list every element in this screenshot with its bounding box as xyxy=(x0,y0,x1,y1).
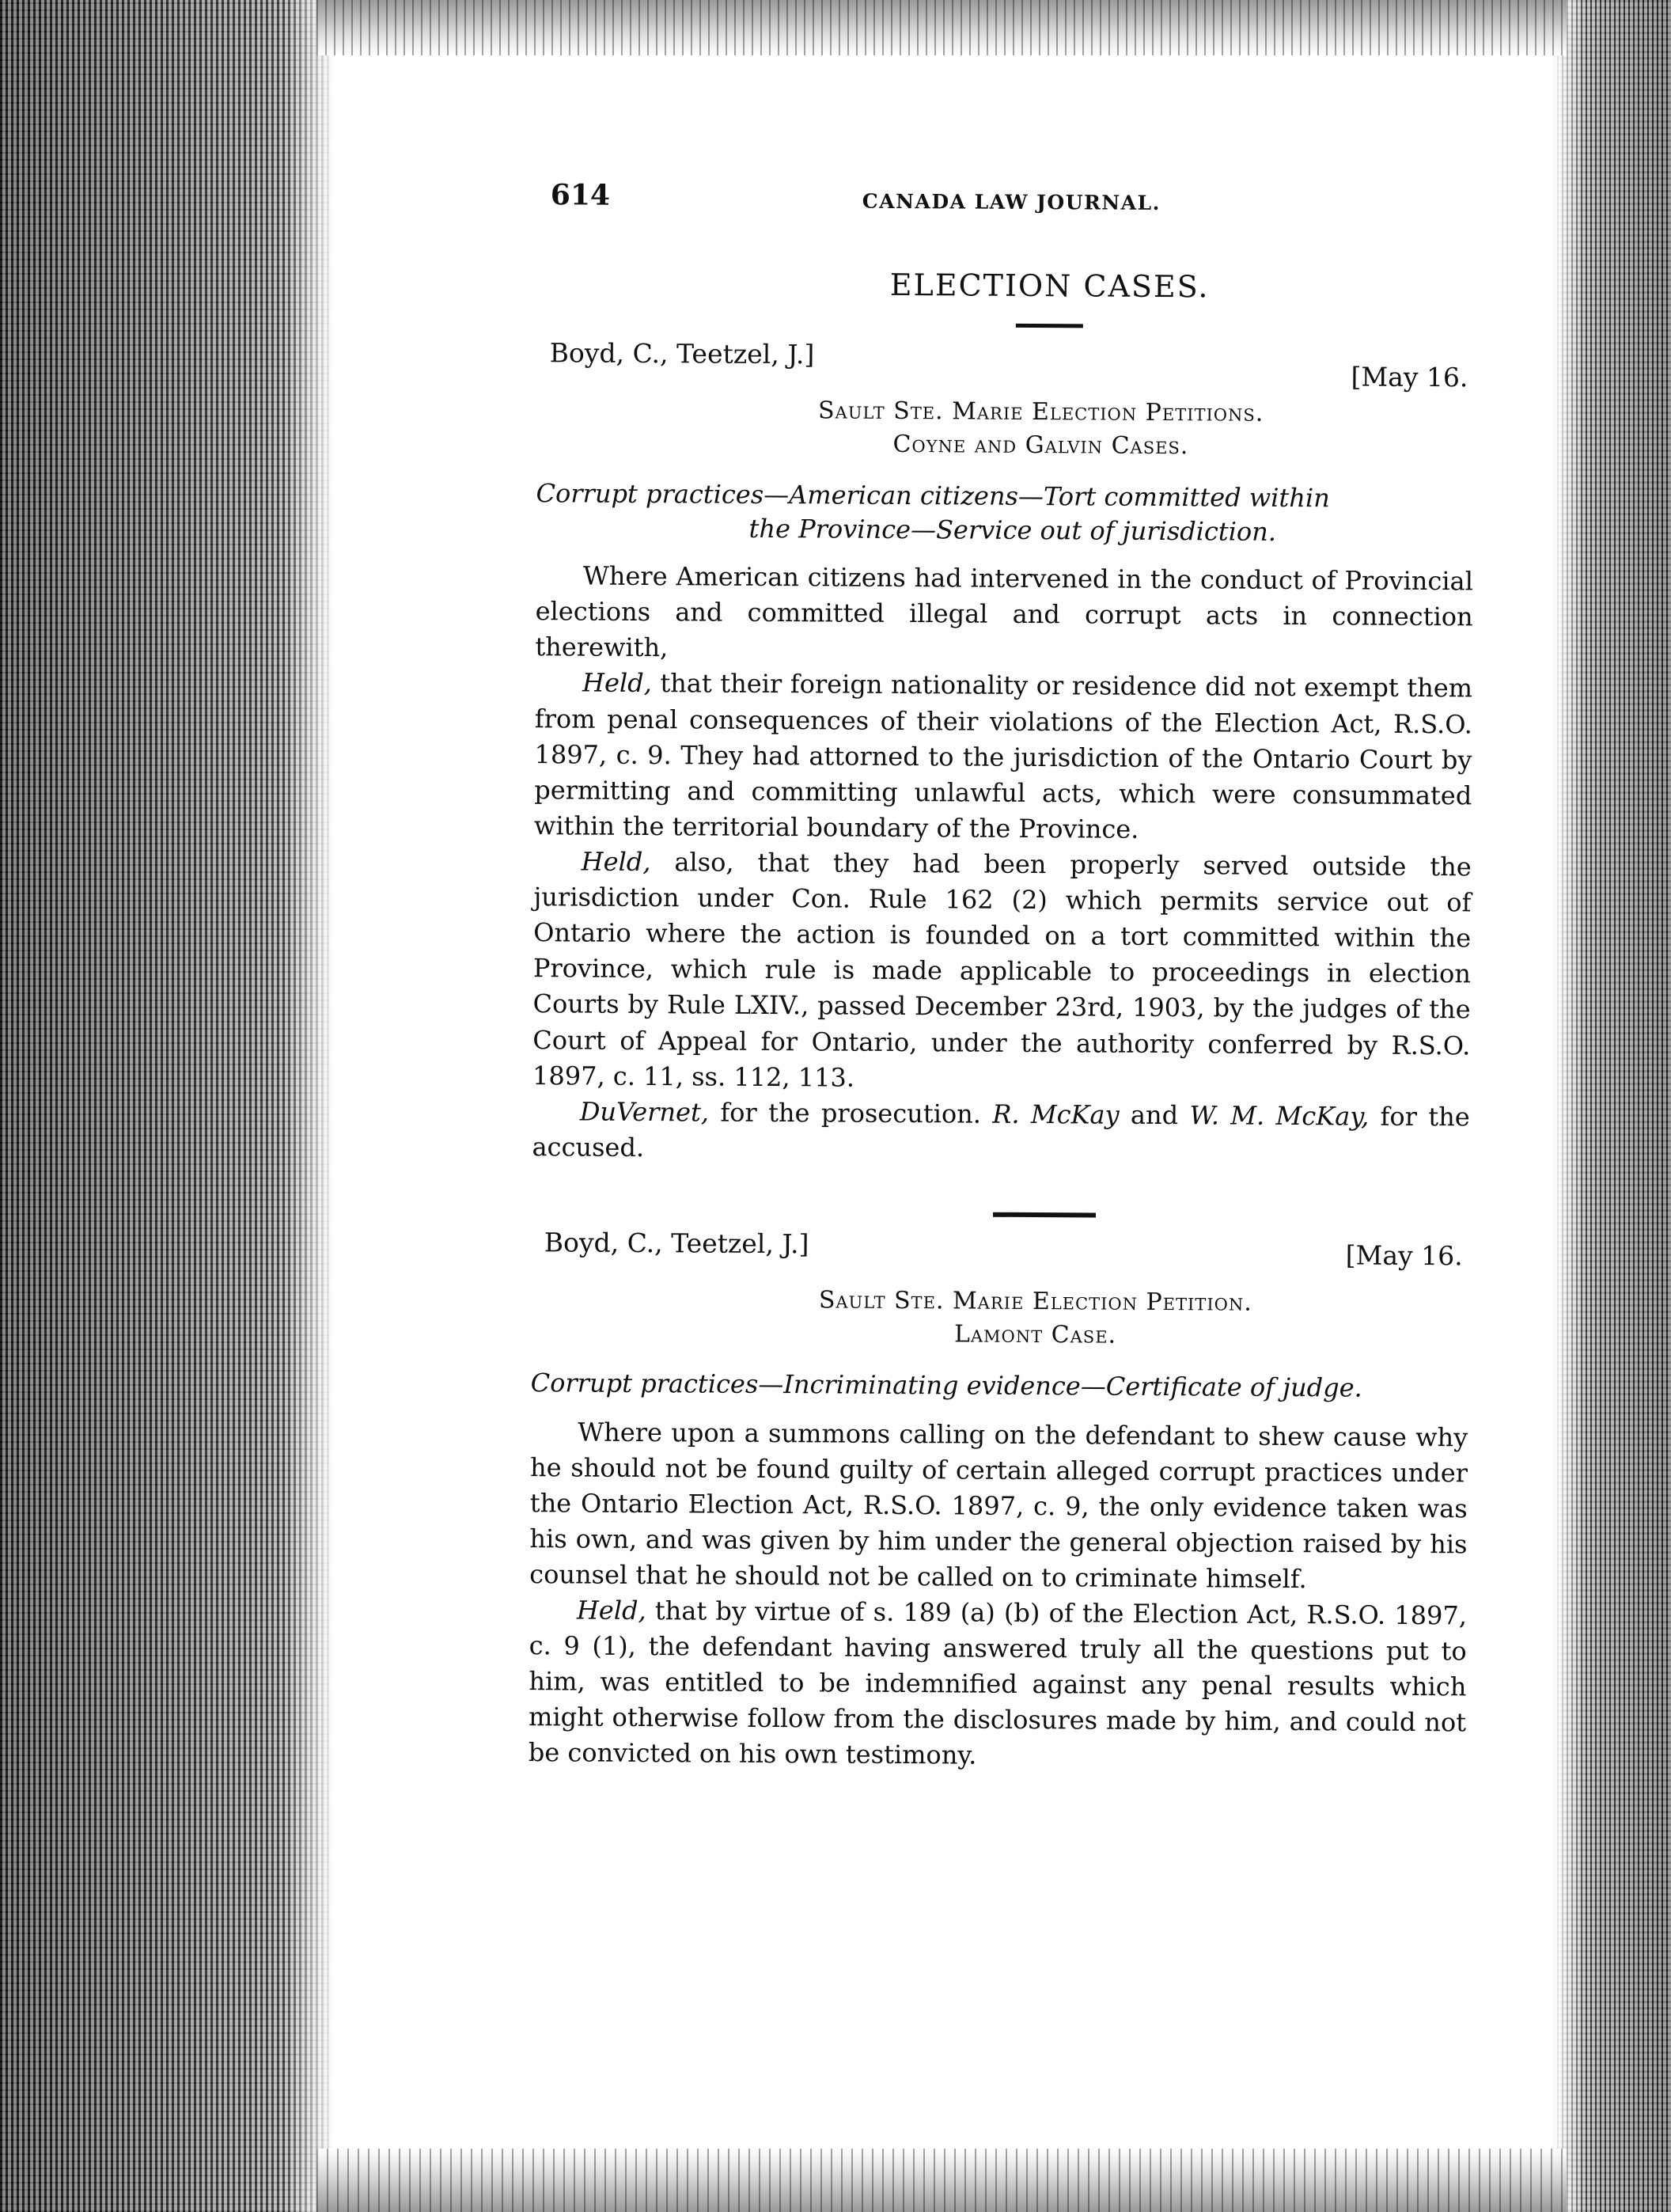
binding-gutter xyxy=(0,0,332,2212)
case-date: [May 16. xyxy=(1345,1239,1463,1272)
holding-text: also, that they had been properly served outside the jurisdiction under Con. Rule 162 (2) which permits service out of Ontario where the action is founded on a tort committed within the Province, which rule is made applicable to proceedings in election Courts by Rule LXIV., passed December 23rd, 1903, by the judges of the Court of Appeal for Ontario, under the authority conferred by R.S.O. 1897, c. 11, ss. 112, 113. xyxy=(532,847,1472,1093)
page-edge-top xyxy=(316,0,1567,55)
case-coyne-galvin xyxy=(508,337,1474,1171)
case-judges: Boyd, C., Teetzel, J.] xyxy=(544,1227,809,1260)
case-title-line: Coyne and Galvin Cases. xyxy=(892,430,1189,461)
keywords-line: the Province—Service out of jurisdiction. xyxy=(748,513,1277,547)
case-paragraph: Where upon a summons calling on the defendant to shew cause why he should not be found guilty of certain alleged corrupt practices under the Ontario Election Act, R.S.O. 1897, c. 9, the only evidence taken was his own, and was given by him under the general objection raised by his counsel that he should not be called on to criminate himself. xyxy=(529,1417,1468,1595)
page-text xyxy=(505,178,1476,1777)
journal-title: CANADA LAW JOURNAL. xyxy=(862,189,1161,214)
case-holding xyxy=(534,666,1472,850)
held-lead: Held, xyxy=(581,846,651,878)
counsel-name: R. McKay xyxy=(992,1098,1120,1130)
case-lamont xyxy=(505,1227,1469,1777)
holding-text: that their foreign nationality or residence did not exempt them from penal consequences of their violations of the Election Act, R.S.O. 1897, c. 9. They had attorned to the jurisdiction of the Ontario Court by permitting and committing unlawful acts, which were consummated within the territorial boundary of the Province. xyxy=(533,668,1473,844)
case-keywords xyxy=(536,476,1473,549)
case-header-line xyxy=(508,1227,1469,1281)
counsel-text: for the accused. xyxy=(532,1101,1470,1163)
case-judges: Boyd, C., Teetzel, J.] xyxy=(549,337,815,370)
case-date: [May 16. xyxy=(1351,361,1468,393)
counsel-name: W. M. McKay, xyxy=(1189,1099,1370,1132)
title-rule xyxy=(1016,324,1083,328)
case-title-line: Sault Ste. Marie Election Petitions. xyxy=(817,396,1264,427)
case-separator-rule xyxy=(992,1212,1095,1218)
holding-text: that by virtue of s. 189 (a) (b) of the Election Act, R.S.O. 1897, c. 9 (1), the defendant having answered truly all the questions put to him, was entitled to be indemnified against any penal results which might otherwise follow from the disclosures made by him, and could not be convicted on his own testimony. xyxy=(528,1595,1468,1771)
page-edge-right xyxy=(1552,0,1671,2212)
page-number: 614 xyxy=(550,178,611,212)
counsel-text: for the prosecution. xyxy=(708,1097,993,1129)
case-holding xyxy=(529,1592,1467,1777)
held-lead: Held, xyxy=(582,667,652,699)
case-holding xyxy=(532,844,1472,1099)
section-title: ELECTION CASES. xyxy=(889,267,1210,305)
case-counsel xyxy=(532,1094,1470,1171)
counsel-text: and xyxy=(1119,1099,1190,1130)
page-edge-bottom xyxy=(316,2149,1567,2212)
case-header-line xyxy=(513,337,1474,392)
keywords-line: Corrupt practices—Incriminating evidence—Certificate of judge. xyxy=(530,1368,1362,1403)
held-lead: Held, xyxy=(576,1595,646,1626)
case-title-line: Sault Ste. Marie Election Petition. xyxy=(818,1286,1252,1317)
case-title xyxy=(608,393,1474,465)
case-title-line: Lamont Case. xyxy=(953,1320,1117,1349)
case-keywords xyxy=(531,1366,1468,1406)
keywords-line: Corrupt practices—American citizens—Tort committed within xyxy=(536,478,1330,514)
case-paragraph: Where American citizens had intervened in the conduct of Provincial elections and committed illegal and corrupt acts in connection therewith, xyxy=(535,560,1474,663)
case-title xyxy=(602,1283,1468,1355)
running-head xyxy=(514,178,1476,231)
counsel-name: DuVernet, xyxy=(579,1096,710,1128)
